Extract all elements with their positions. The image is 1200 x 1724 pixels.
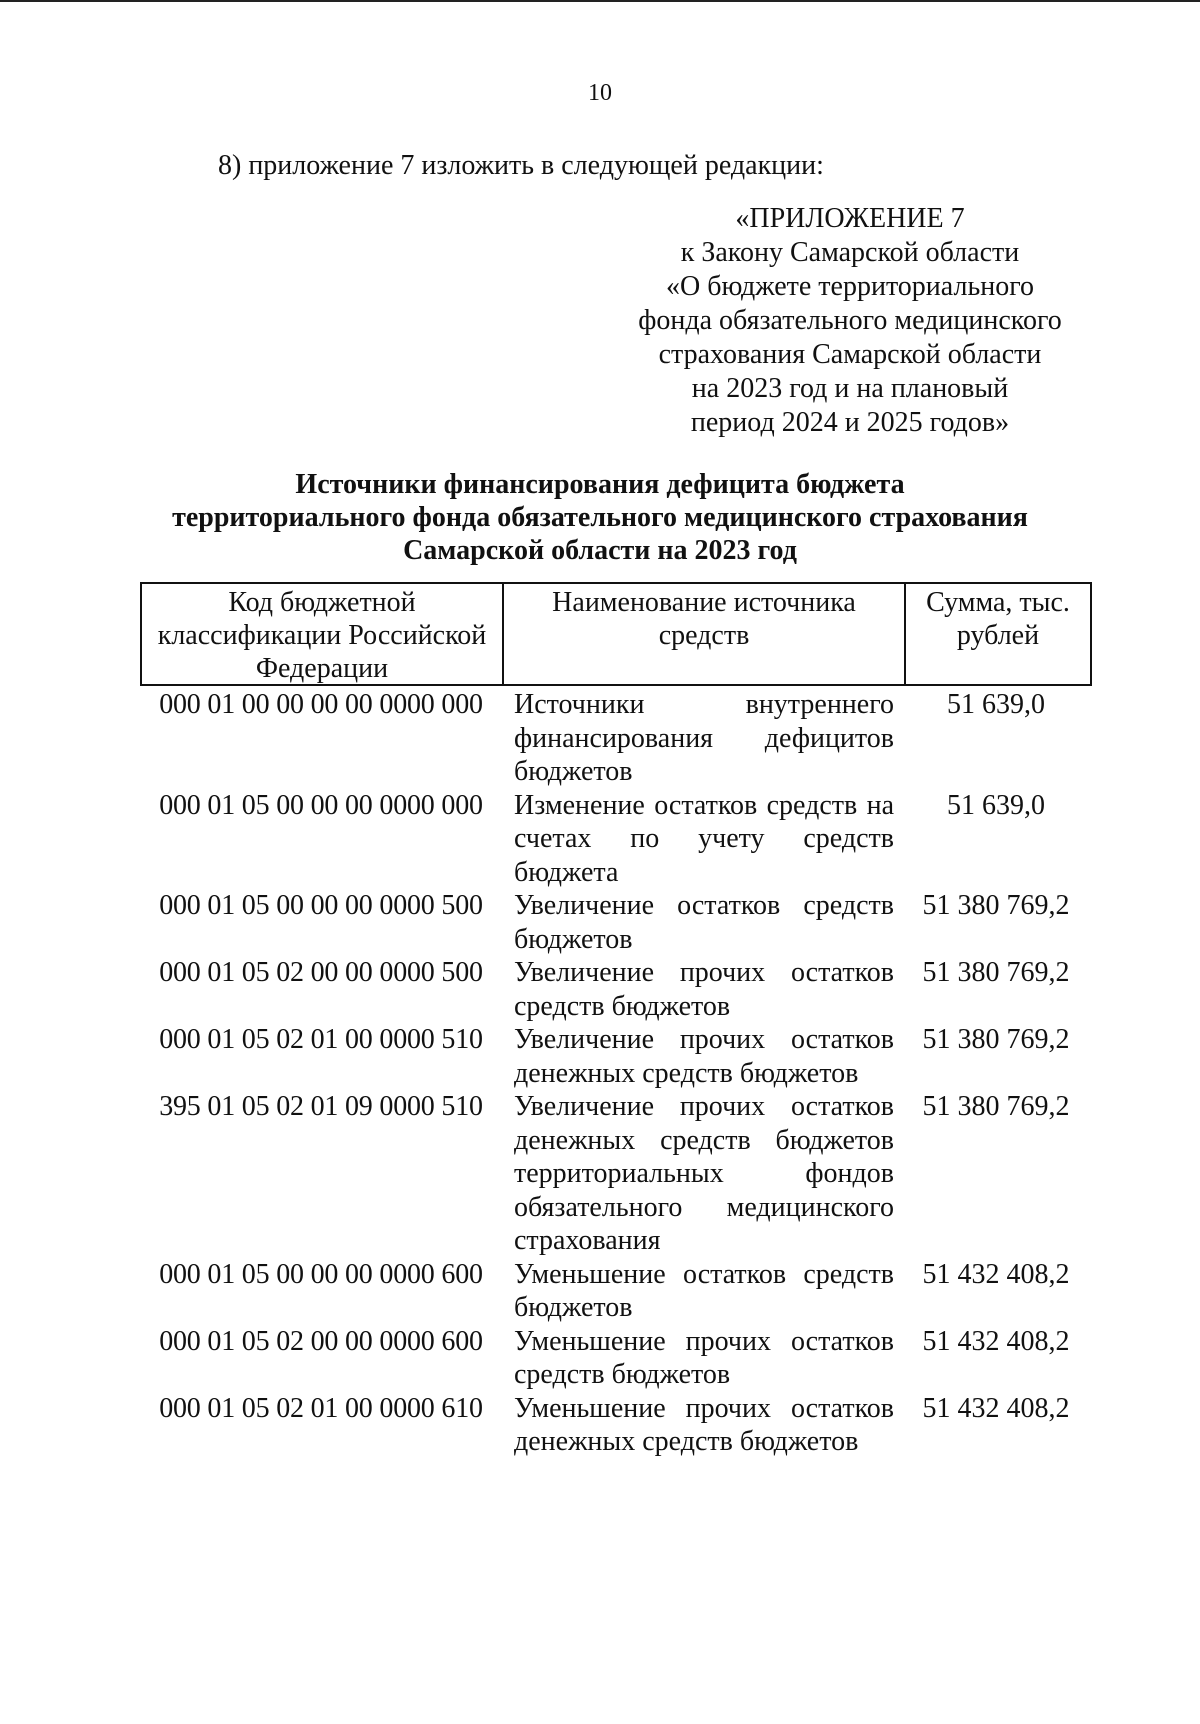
appendix-line: на 2023 год и на плановый (691, 373, 1009, 404)
appendix-heading (610, 202, 1090, 440)
top-rule (0, 0, 1200, 2)
amendment-intro: 8) приложение 7 изложить в следующей редакции: (218, 150, 824, 181)
amount-cell: 51 432 408,2 (922, 1392, 1070, 1424)
table-row (140, 1090, 1092, 1258)
title-line: Самарской области на 2023 год (403, 535, 797, 566)
table-row (140, 1023, 1092, 1090)
appendix-line: страхования Самарской области (658, 339, 1042, 370)
budget-sources-table (140, 582, 1092, 1459)
budget-code-cell: 000 01 00 00 00 00 0000 000 (159, 689, 483, 720)
budget-code-cell: 000 01 05 02 01 00 0000 610 (159, 1392, 483, 1424)
table-row (140, 1325, 1092, 1392)
amount-cell: 51 380 769,2 (922, 957, 1070, 988)
header-code: Код бюджетной классификации Российской Федерации (142, 584, 504, 684)
appendix-line: фонда обязательного медицинского (638, 305, 1062, 336)
budget-code-cell: 000 01 05 00 00 00 0000 600 (159, 1258, 483, 1290)
title-line: территориального фонда обязательного медицинского страхования (172, 502, 1028, 533)
source-name-cell: Увеличение остатков средств бюджетов (514, 890, 894, 955)
table-row (140, 1258, 1092, 1325)
source-name-cell: Уменьшение прочих остатков денежных средств бюджетов (514, 1392, 894, 1457)
source-name-cell: Увеличение прочих остатков средств бюджетов (514, 957, 894, 1022)
table-body (140, 686, 1092, 1459)
source-name-cell: Увеличение прочих остатков денежных средств бюджетов (514, 1024, 894, 1089)
budget-code-cell: 000 01 05 02 01 00 0000 510 (159, 1024, 483, 1055)
amount-cell: 51 639,0 (947, 789, 1045, 821)
table-row (140, 889, 1092, 956)
amount-cell: 51 380 769,2 (922, 890, 1070, 921)
table-row (140, 688, 1092, 789)
title-line: Источники финансирования дефицита бюджета (295, 469, 905, 500)
source-name-cell: Уменьшение прочих остатков средств бюджетов (514, 1325, 894, 1390)
amount-cell: 51 380 769,2 (922, 1024, 1070, 1055)
appendix-line: «О бюджете территориального (666, 271, 1034, 302)
source-name-cell: Источники внутреннего финансирования дефицитов бюджетов (514, 689, 894, 787)
appendix-line: к Закону Самарской области (680, 237, 1020, 268)
budget-code-cell: 000 01 05 02 00 00 0000 500 (159, 957, 483, 988)
table-header (140, 582, 1092, 686)
amount-cell: 51 432 408,2 (922, 1325, 1070, 1357)
budget-code-cell: 000 01 05 02 00 00 0000 600 (159, 1325, 483, 1357)
header-amount: Сумма, тыс. рублей (926, 587, 1070, 651)
source-name-cell: Изменение остатков средств на счетах по учету средств бюджета (514, 789, 894, 888)
amount-cell: 51 432 408,2 (922, 1258, 1070, 1290)
budget-code-cell: 000 01 05 00 00 00 0000 000 (159, 789, 483, 821)
appendix-line: период 2024 и 2025 годов» (690, 407, 1010, 438)
budget-code-cell: 395 01 05 02 01 09 0000 510 (159, 1091, 483, 1122)
header-name: Наименование источника средств (504, 584, 906, 684)
source-name-cell: Увеличение прочих остатков денежных средств бюджетов территориальных фондов обязательного медицинского страхования (514, 1091, 894, 1256)
budget-code-cell: 000 01 05 00 00 00 0000 500 (159, 890, 483, 921)
table-row (140, 956, 1092, 1023)
table-row (140, 1392, 1092, 1459)
amount-cell: 51 639,0 (947, 689, 1045, 720)
document-title (100, 468, 1100, 567)
source-name-cell: Уменьшение остатков средств бюджетов (514, 1258, 894, 1323)
appendix-line: «ПРИЛОЖЕНИЕ 7 (735, 203, 965, 234)
amount-cell: 51 380 769,2 (922, 1091, 1070, 1122)
page-number: 10 (588, 80, 612, 106)
table-row (140, 789, 1092, 890)
